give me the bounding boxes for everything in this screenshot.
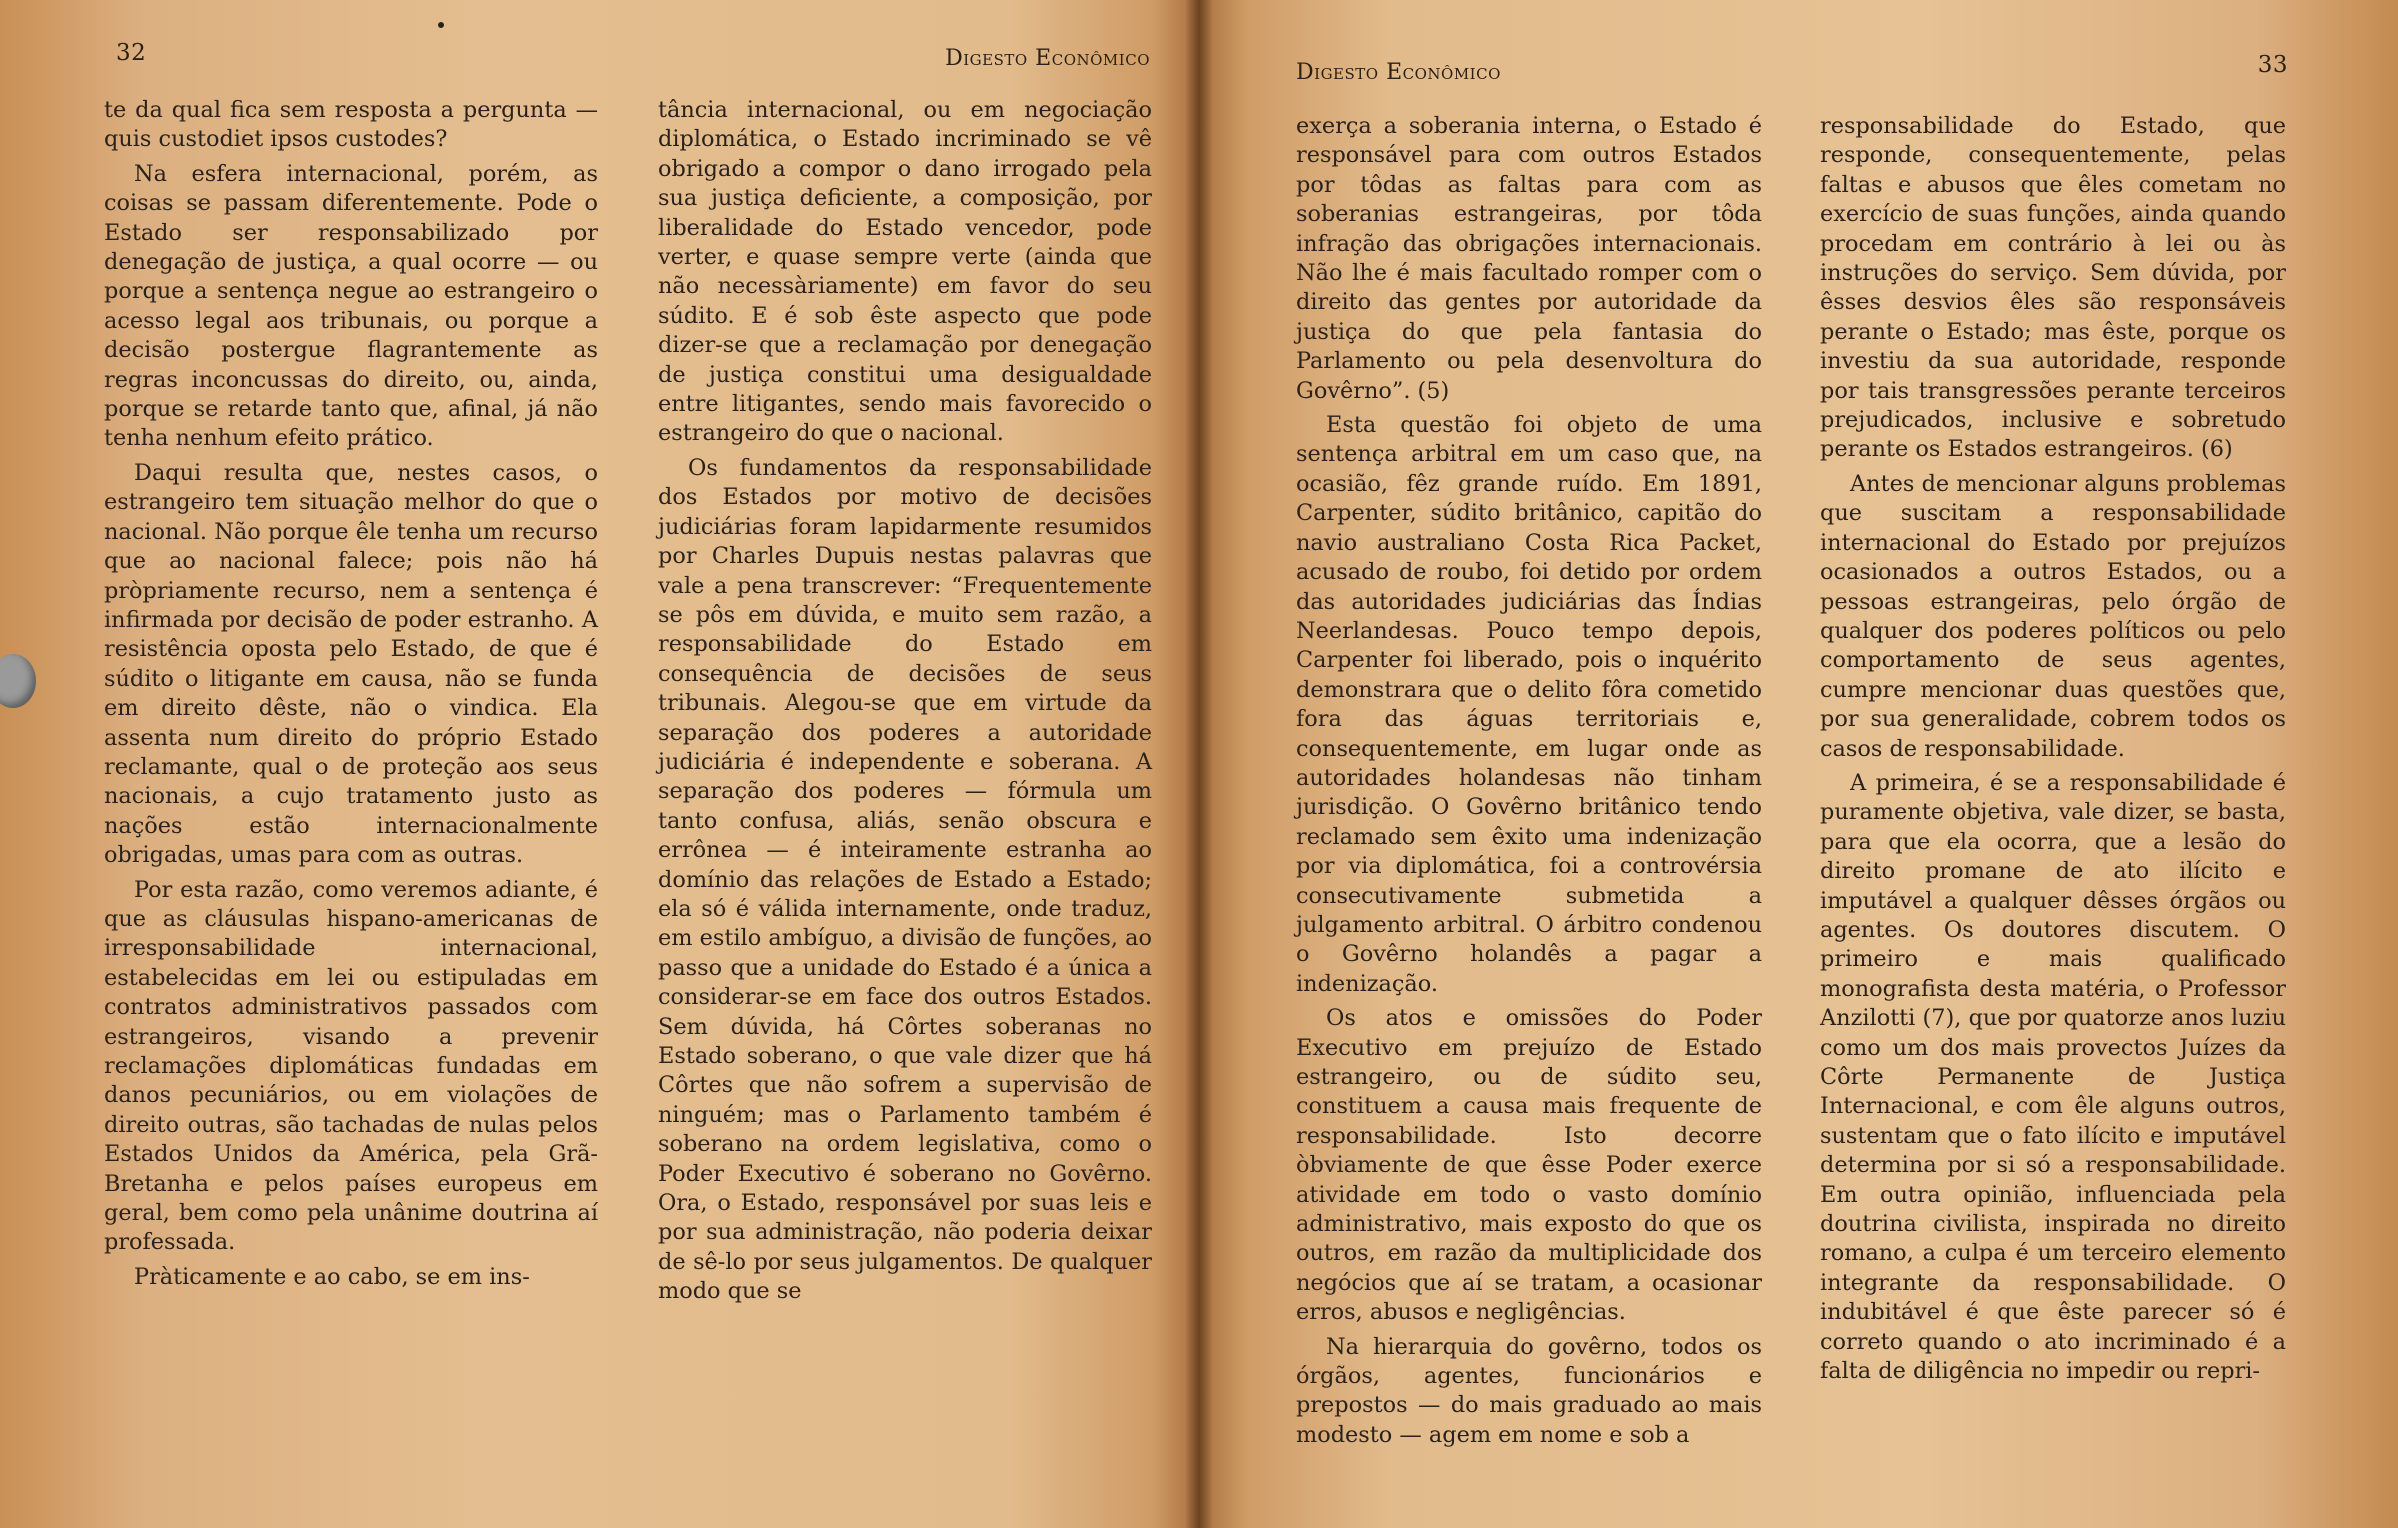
- paragraph: Antes de mencionar alguns problemas que suscitam a responsabilidade internacional do Estado por prejuízos ocasionados a outros Estados, ou a pessoas estrangeiras, pelo órgão de qualquer dos poderes políticos ou pelo comportamento de seus agentes, cumpre mencionar duas questões que, por sua generalidade, cobrem todos os casos de responsabilidade.: [1820, 470, 2286, 762]
- text-column: [104, 96, 598, 1312]
- text-column: [658, 96, 1152, 1312]
- running-head: Digesto Econômico: [945, 46, 1150, 71]
- paragraph: exerça a soberania interna, o Estado é responsável para com outros Estados por tôdas as faltas para com as soberanias estrangeiras, por tôda infração das obrigações internacionais. Não lhe é mais facultado romper com o direito das gentes por autoridade da justiça do que pela fantasia do Parlamento ou pela desenvoltura do Govêrno”. (5): [1296, 113, 1762, 404]
- left-page: [0, 0, 1190, 1528]
- paragraph: A primeira, é se a responsabilidade é puramente objetiva, vale dizer, se basta, para que ela ocorra, que a lesão do direito promane de ato ilícito e imputável a qualquer dêsses órgãos ou agentes. Os doutores discutem. O primeiro e mais qualificado monografista desta matéria, o Professor Anzilotti (7), que por quatorze anos luziu como um dos mais provectos Juízes da Côrte Permanente de Justiça Internacional, e com êle alguns outros, sustentam que o fato ilícito e imputável determina por si só a responsabilidade. Em outra opinião, influenciada pela doutrina civilista, inspirada no direito romano, a culpa é um terceiro elemento integrante da responsabilidade. O indubitável é que êste parecer só é correto quando o ato incriminado é a falta de diligência no impedir ou repri-: [1820, 769, 2286, 1385]
- paragraph: Na esfera internacional, porém, as coisas se passam diferentemente. Pode o Estado ser responsabilizado por denegação de justiça, a qual ocorre — ou porque a sentença negue ao estrangeiro o acesso legal aos tribunais, ou porque a decisão postergue flagrantemente as regras inconcussas do direito, ou, ainda, porque se retarde tanto que, afinal, já não tenha nenhum efeito prático.: [104, 160, 598, 452]
- paragraph: te da qual fica sem resposta a pergunta — quis custodiet ipsos custodes?: [104, 97, 598, 153]
- paragraph: Por esta razão, como veremos adiante, é que as cláusulas hispano-americanas de irresponsabilidade internacional, estabelecidas em lei ou estipuladas em contratos administrativos passados com estrangeiros, visando a prevenir reclamações diplomáticas fundadas em danos pecuniários, ou em violações de direito outras, são tachadas de nulas pelos Estados Unidos da América, pela Grã-Bretanha e pelos países europeus em geral, bem como pela unânime doutrina aí professada.: [104, 876, 598, 1256]
- left-page-columns: [104, 96, 1152, 1312]
- page-number: 32: [116, 40, 147, 66]
- binding-hole: [0, 654, 36, 708]
- ink-dot: [438, 22, 444, 28]
- right-page: [1208, 0, 2398, 1528]
- paragraph: Esta questão foi objeto de uma sentença arbitral em um caso que, na ocasião, fêz grande ruído. Em 1891, Carpenter, súdito britânico, capitão do navio australiano Costa Rica Packet, acusado de roubo, foi detido por ordem das autoridades judiciárias das Índias Neerlandesas. Pouco tempo depois, Carpenter foi liberado, pois o inquérito demonstrara que o delito fôra cometido fora das águas territoriais e, consequentemente, em lugar onde as autoridades holandesas não tinham jurisdição. O Govêrno britânico tendo reclamado sem êxito uma indenização por via diplomática, foi a controvérsia consecutivamente submetida a julgamento arbitral. O árbitro condenou o Govêrno holandês a pagar a indenização.: [1296, 412, 1762, 997]
- right-page-header: [1296, 36, 2288, 85]
- paragraph: responsabilidade do Estado, que responde, consequentemente, pelas faltas e abusos que êles cometam no exercício de suas funções, ainda quando procedam em contrário à lei ou às instruções do serviço. Sem dúvida, por êsses desvios êles são responsáveis perante o Estado; mas êste, porque os investiu da sua autoridade, responde por tais transgressões perante terceiros prejudicados, inclusive e sobretudo perante os Estados estrangeiros. (6): [1820, 113, 2286, 463]
- left-page-header: [110, 36, 1150, 80]
- right-page-columns: [1296, 112, 2286, 1455]
- paragraph: Os fundamentos da responsabilidade dos Estados por motivo de decisões judiciárias foram lapidarmente resumidos por Charles Dupuis nestas palavras que vale a pena transcrever: “Frequentemente se pôs em dúvida, e muito sem razão, a responsabilidade do Estado em consequência de decisões de seus tribunais. Alegou-se que em virtude da separação dos poderes a autoridade judiciária é independente e soberana. A separação dos poderes — fórmula um tanto confusa, aliás, senão obscura e errônea — é inteiramente estranha ao domínio das relações de Estado a Estado; ela só é válida internamente, onde traduz, em estilo ambíguo, a divisão de funções, ao passo que a unidade do Estado é a única a considerar-se em face dos outros Estados. Sem dúvida, há Côrtes soberanas no Estado soberano, o que vale dizer que há Côrtes que não sofrem a supervisão de ninguém; mas o Parlamento também é soberano na ordem legislativa, como o Poder Executivo é soberano no Govêrno. Ora, o Estado, responsável por suas leis e por sua administração, não poderia deixar de sê-lo por seus julgamentos. De qualquer modo que se: [658, 454, 1152, 1305]
- text-column: [1820, 112, 2286, 1455]
- text-column: [1296, 112, 1762, 1455]
- paragraph: Na hierarquia do govêrno, todos os órgãos, agentes, funcionários e prepostos — do mais graduado ao mais modesto — agem em nome e sob a: [1296, 1333, 1762, 1448]
- running-head: Digesto Econômico: [1296, 60, 1501, 85]
- paragraph: Daqui resulta que, nestes casos, o estrangeiro tem situação melhor do que o nacional. Não porque êle tenha um recurso que ao nacional falece; pois não há pròpriamente recurso, nem a sentença é infirmada por decisão de poder estranho. A resistência oposta pelo Estado, de que é súdito o litigante em causa, não se funda em direito dêste, não o vindica. Ela assenta num direito do próprio Estado reclamante, qual o de proteção aos seus nacionais, a cujo tratamento justo as nações estão internacionalmente obrigadas, umas para com as outras.: [104, 459, 598, 869]
- paragraph: tância internacional, ou em negociação diplomática, o Estado incriminado se vê obrigado a compor o dano irrogado pela sua justiça deficiente, a composição, por liberalidade do Estado vencedor, pode verter, e quase sempre verte (ainda que não necessàriamente) em favor do seu súdito. E é sob êste aspecto que pode dizer-se que a reclamação por denegação de justiça constitui uma desigualdade entre litigantes, sendo mais favorecido o estrangeiro do que o nacional.: [658, 97, 1152, 447]
- paragraph: Pràticamente e ao cabo, se em ins-: [134, 1263, 530, 1290]
- page-number: 33: [2257, 52, 2288, 78]
- paragraph: Os atos e omissões do Poder Executivo em prejuízo de Estado estrangeiro, ou de súdito seu, constituem a causa mais frequente de responsabilidade. Isto decorre òbviamente de que êsse Poder exerce atividade em todo o vasto domínio administrativo, mais exposto do que os outros, em razão da multiplicidade dos negócios que aí se tratam, a ocasionar erros, abusos e negligências.: [1296, 1005, 1762, 1326]
